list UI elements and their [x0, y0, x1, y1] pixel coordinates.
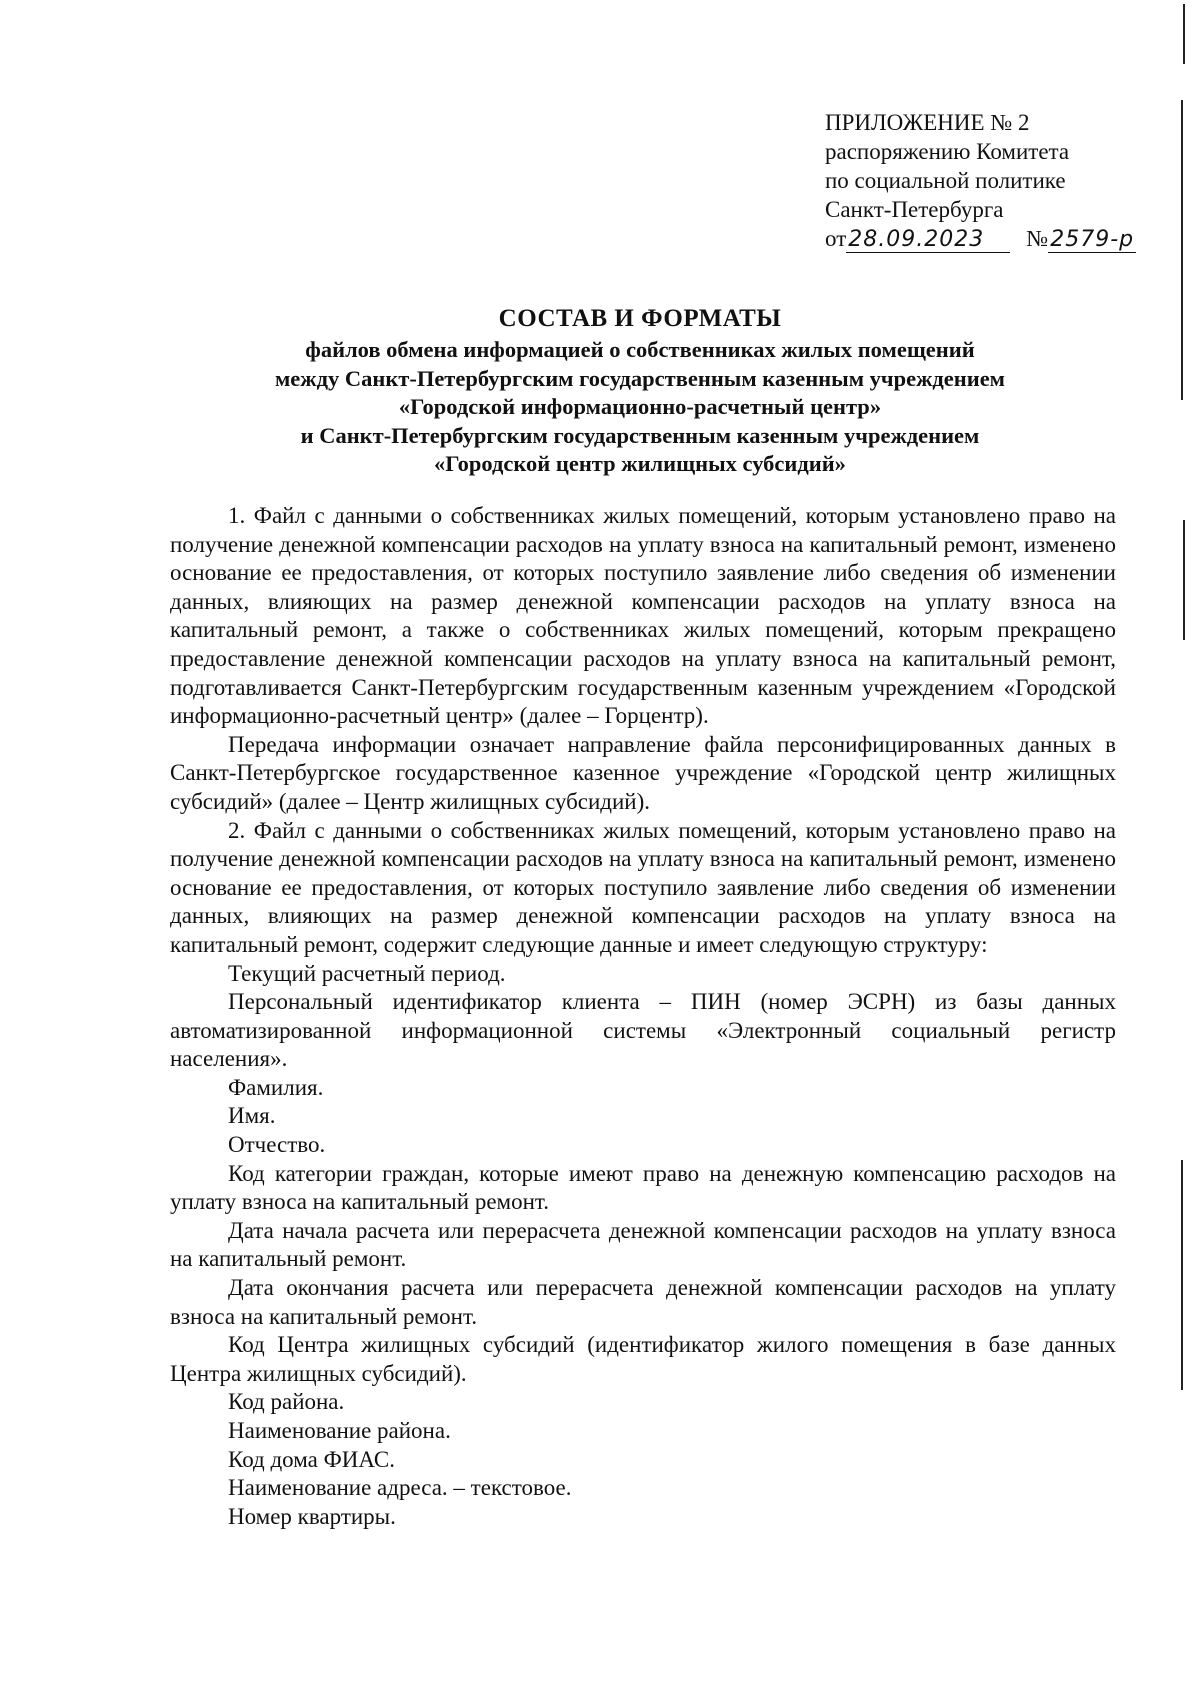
number-prefix: № [1026, 226, 1049, 251]
paragraph-3: 2. Файл с данными о собственниках жилых помещений, которым установлено право на получение денежной компенсации расходов на уплату взноса на капитальный ремонт, изменено основание ее предоставления, от которых поступило заявление либо сведения об изменении данных, влияющих на размер денежной компенсации расходов на уплату взноса на капитальный ремонт, содержит следующие данные и имеет следующую структуру: [170, 817, 1116, 957]
appendix-line: распоряжению Комитета [825, 139, 1070, 164]
appendix-line: Санкт-Петербурга [825, 197, 1004, 222]
structure-item: Код категории граждан, которые имеют право на денежную компенсацию расходов на уплату взноса на капитальный ремонт. [170, 1160, 1116, 1215]
scan-edge-mark [1183, 520, 1185, 640]
date-number-line [825, 224, 1165, 253]
structure-item: Код района. [228, 1389, 345, 1415]
structure-item: Имя. [228, 1103, 276, 1129]
handwritten-number: 2579-р [1048, 228, 1136, 253]
appendix-line: по социальной политике [825, 168, 1066, 193]
title-main: СОСТАВ И ФОРМАТЫ [498, 305, 782, 332]
date-prefix: от [825, 226, 847, 251]
appendix-title: ПРИЛОЖЕНИЕ № 2 [825, 110, 1030, 135]
title-subline: «Городской информационно-расчетный центр» [398, 394, 882, 419]
structure-item: Персональный идентификатор клиента – ПИН (номер ЭСРН) из базы данных автоматизированной информационной системы «Электронный социальный регистр населения». [170, 989, 1116, 1072]
scan-edge-mark [1181, 100, 1183, 400]
structure-item: Номер квартиры. [228, 1503, 396, 1529]
structure-item: Текущий расчетный период. [228, 960, 506, 986]
title-subline: файлов обмена информацией о собственниках жилых помещений [305, 337, 975, 362]
handwritten-date: 28.09.2023 [846, 228, 1010, 253]
paragraph-1: 1. Файл с данными о собственниках жилых помещений, которым установлено право на получение денежной компенсации расходов на уплату взноса на капитальный ремонт, изменено основание ее предоставления, от которых поступило заявление либо сведения об изменении данных, влияющих на размер денежной компенсации расходов на уплату взноса на капитальный ремонт, а также о собственниках жилых помещений, которым прекращено предоставление денежной компенсации расходов на уплату взноса на капитальный ремонт, подготавливается Санкт-Петербургским государственным казенным учреждением «Городской информационно-расчетный центр» (далее – Горцентр). [170, 503, 1116, 729]
document-title [160, 302, 1120, 479]
structure-item: Наименование адреса. – текстовое. [228, 1475, 572, 1501]
structure-item: Дата окончания расчета или перерасчета денежной компенсации расходов на уплату взноса на капитальный ремонт. [170, 1275, 1116, 1329]
structure-item: Наименование района. [228, 1418, 451, 1443]
structure-item: Фамилия. [228, 1074, 324, 1100]
structure-item: Код Центра жилищных субсидий (идентификатор жилого помещения в базе данных Центра жилищных субсидий). [170, 1332, 1116, 1386]
scan-edge-mark [1181, 1160, 1183, 1390]
title-subline: между Санкт-Петербургским государственным казенным учреждением [274, 365, 1006, 391]
structure-item: Дата начала расчета или перерасчета денежной компенсации расходов на уплату взноса на капитальный ремонт. [170, 1217, 1116, 1272]
scan-edge-mark [1183, 4, 1185, 64]
title-subline: и Санкт-Петербургским государственным казенным учреждением [300, 422, 980, 448]
structure-item: Код дома ФИАС. [228, 1446, 395, 1472]
title-subline: «Городской центр жилищных субсидий» [434, 451, 846, 476]
paragraph-2: Передача информации означает направление файла персонифицированных данных в Санкт-Петербургское государственное казенное учреждение «Городской центр жилищных субсидий» (далее – Центр жилищных субсидий). [170, 731, 1116, 814]
structure-item: Отчество. [228, 1132, 326, 1158]
appendix-header [825, 108, 1165, 253]
document-body [170, 502, 1116, 1531]
